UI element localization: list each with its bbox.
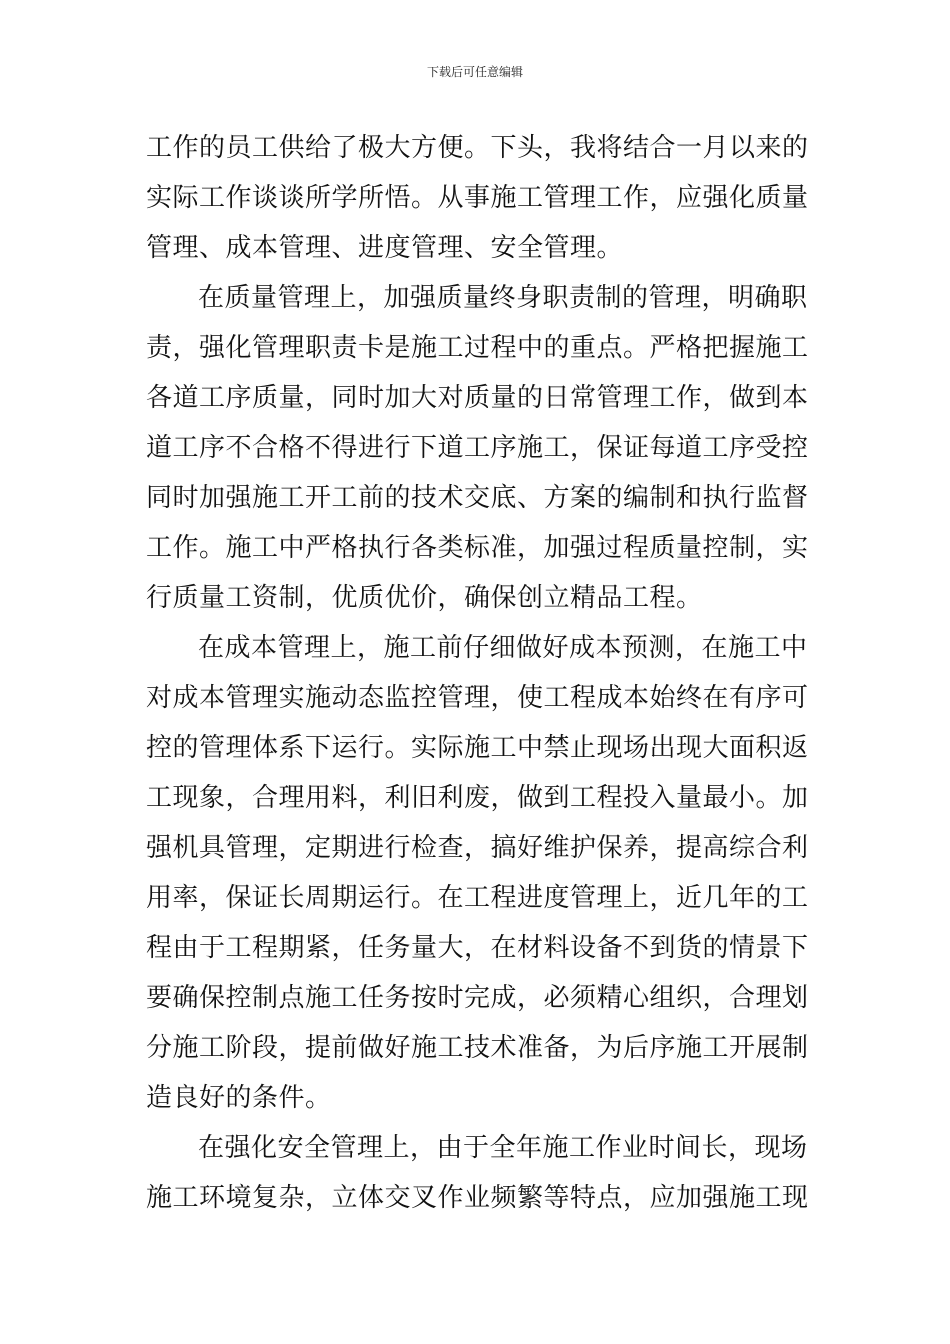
text-line: 道工序不合格不得进行下道工序施工，保证每道工序受控 bbox=[146, 433, 809, 463]
text-line: 实际工作谈谈所学所悟。从事施工管理工作，应强化质量 bbox=[146, 183, 809, 213]
paragraph bbox=[146, 273, 810, 623]
text-line: 管理、成本管理、进度管理、安全管理。 bbox=[146, 233, 624, 263]
text-line: 施工环境复杂，立体交叉作业频繁等特点，应加强施工现 bbox=[146, 1183, 809, 1213]
text-line: 工作。施工中严格执行各类标准，加强过程质量控制，实 bbox=[146, 533, 809, 563]
text-line: 同时加强施工开工前的技术交底、方案的编制和执行监督 bbox=[146, 483, 809, 513]
text-line: 对成本管理实施动态监控管理，使工程成本始终在有序可 bbox=[146, 683, 809, 713]
text-line: 分施工阶段，提前做好施工技术准备，为后序施工开展制 bbox=[146, 1033, 809, 1063]
text-line: 各道工序质量，同时加大对质量的日常管理工作，做到本 bbox=[146, 383, 809, 413]
page-header: 下载后可任意编辑 bbox=[426, 65, 523, 79]
text-line: 在质量管理上，加强质量终身职责制的管理，明确职 bbox=[198, 283, 808, 313]
text-line: 工现象，合理用料，利旧利废，做到工程投入量最小。加 bbox=[146, 783, 809, 813]
paragraph bbox=[146, 1123, 810, 1223]
text-line: 工作的员工供给了极大方便。下头，我将结合一月以来的 bbox=[146, 133, 809, 163]
text-line: 责，强化管理职责卡是施工过程中的重点。严格把握施工 bbox=[146, 333, 809, 363]
text-line: 程由于工程期紧，任务量大，在材料设备不到货的情景下 bbox=[146, 933, 809, 963]
text-line: 用率，保证长周期运行。在工程进度管理上，近几年的工 bbox=[146, 883, 809, 913]
text-line: 行质量工资制，优质优价，确保创立精品工程。 bbox=[146, 583, 703, 613]
paragraph bbox=[146, 623, 810, 1123]
text-line: 要确保控制点施工任务按时完成，必须精心组织，合理划 bbox=[146, 983, 809, 1013]
paragraph bbox=[146, 123, 810, 273]
text-line: 在成本管理上，施工前仔细做好成本预测，在施工中 bbox=[198, 633, 808, 663]
document-body bbox=[146, 123, 810, 1223]
text-line: 在强化安全管理上，由于全年施工作业时间长，现场 bbox=[198, 1133, 808, 1163]
text-line: 造良好的条件。 bbox=[146, 1083, 332, 1113]
text-line: 强机具管理，定期进行检查，搞好维护保养，提高综合利 bbox=[146, 833, 809, 863]
text-line: 控的管理体系下运行。实际施工中禁止现场出现大面积返 bbox=[146, 733, 809, 763]
